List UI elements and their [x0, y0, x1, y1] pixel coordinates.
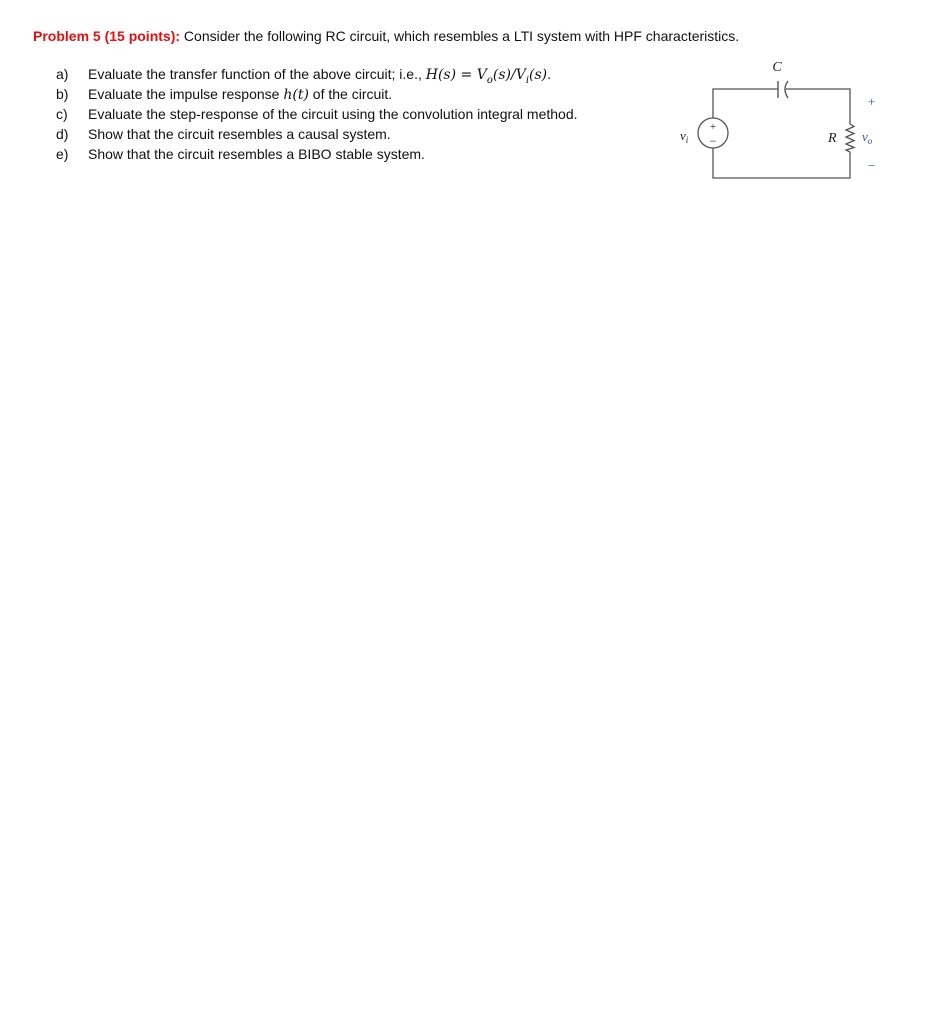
- part-text-end: .: [547, 66, 552, 82]
- output-voltage-label: $v_o$: [862, 129, 873, 146]
- bottom-wire: [713, 148, 850, 178]
- resistor-label: R: [828, 131, 837, 146]
- part-d: [56, 124, 578, 144]
- part-e: [56, 144, 578, 164]
- source-minus-sign: −: [709, 134, 717, 148]
- part-letter: a): [56, 66, 69, 82]
- resistor: [846, 124, 854, 152]
- part-text: Evaluate the impulse response: [88, 86, 284, 102]
- transfer-function-formula: $H(s) = V_o(s)/V_i(s)$: [425, 67, 548, 86]
- problem-heading: [33, 28, 739, 44]
- problem-parts-list: [56, 64, 578, 164]
- part-letter: d): [56, 126, 69, 142]
- source-plus-sign: +: [709, 121, 717, 133]
- problem-intro: Consider the following RC circuit, which resembles a LTI system with HPF characteristics.: [180, 28, 740, 44]
- impulse-response-symbol: h(t): [283, 87, 309, 103]
- part-a: [56, 64, 578, 84]
- output-plus-sign: +: [868, 94, 876, 109]
- part-text: Evaluate the step-response of the circuit using the convolution integral method.: [88, 106, 578, 122]
- part-c: [56, 104, 578, 124]
- part-text: Show that the circuit resembles a BIBO stable system.: [88, 146, 425, 162]
- part-letter: b): [56, 86, 69, 102]
- source-voltage-label: $v_i$: [680, 128, 689, 145]
- part-text-end: of the circuit.: [308, 86, 393, 102]
- voltage-source: [698, 118, 728, 148]
- top-right-wire: [786, 89, 850, 124]
- problem-label: Problem 5 (15 points):: [33, 28, 181, 44]
- part-b: [56, 84, 578, 104]
- rc-circuit-diagram: [660, 56, 890, 186]
- part-text: Show that the circuit resembles a causal system.: [88, 126, 391, 142]
- top-left-wire: [713, 89, 778, 118]
- output-minus-sign: −: [868, 158, 876, 173]
- capacitor-label: C: [772, 60, 782, 75]
- part-letter: c): [56, 106, 68, 122]
- part-text: Evaluate the transfer function of the above circuit; i.e.,: [88, 66, 426, 82]
- part-letter: e): [56, 146, 69, 162]
